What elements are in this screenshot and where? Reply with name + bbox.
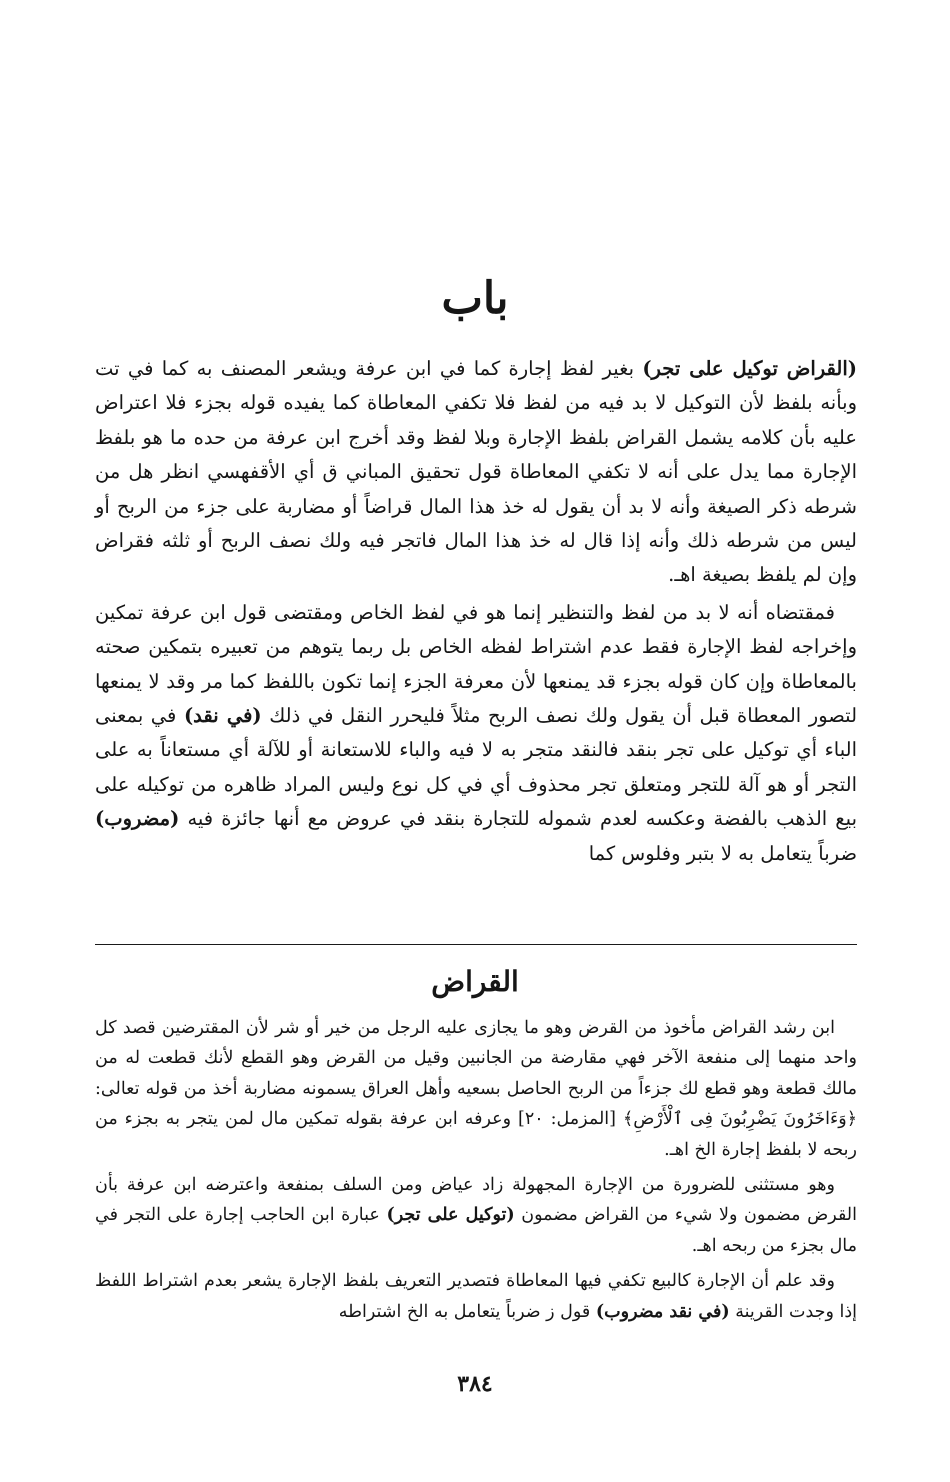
- commentary-text: فمقتضاه أنه لا بد من لفظ والتنظير إنما هو في لفظ الخاص ومقتضى قول ابن عرفة تمكين وإخراجه لفظ الإجارة فقط عدم اشتراط لفظه الخاص بل ربما يتوهم من تعبيره بتمكين صحته بالمعاطاة وإن كان قوله بجزء قد يمنعها لأن معرفة الجزء إنما تكون باللفظ كما مر وقد لا يمنعها لتصور المعطاة قبل أن يقول ولك نصف الربح مثلاً فليحرر النقل في ذلك: [95, 600, 858, 728]
- footnote-body: قول ز ضرباً يتعامل به الخ اشتراطه: [338, 1301, 596, 1322]
- footnote-paragraph-3: [95, 1266, 857, 1327]
- matn-quote: (في نقد): [183, 704, 262, 728]
- footnote-body: ابن رشد القراض مأخوذ من القرض وهو ما يجازى عليه الرجل من خير أو شر لأن المقترضين قصد كل واحد منهما إلى منفعة الآخر فهي مقارضة من الجانبين وقيل من القرض وهو القطع لأنك قطعت له من مالك قطعة وهو قطع لك جزءاً من الربح الحاصل بسعيه وأهل العراق يسمونه مضاربة أخذ من قوله تعالى:: [95, 1018, 857, 1099]
- main-text: [95, 352, 857, 871]
- footnote-divider: [95, 944, 857, 945]
- page-number: ٣٨٤: [457, 1371, 493, 1397]
- commentary-text: ضرباً يتعامل به لا بتبر وفلوس كما: [588, 841, 857, 865]
- footnote-body: عبارة ابن الحاجب إجارة على التجر في مال بجزء من ربحه اهـ.: [95, 1205, 857, 1256]
- main-paragraph-1: [95, 352, 857, 593]
- footnote-paragraph-2: [95, 1170, 857, 1261]
- chapter-title: باب: [441, 273, 509, 324]
- footnote-paragraph-1: [95, 1013, 857, 1165]
- matn-quote: (في نقد مضروب): [595, 1301, 730, 1322]
- commentary-text: في بمعنى الباء أي توكيل على تجر بنقد فالنقد متجر به لا فيه والباء للاستعانة أو للآلة أي مستعاناً به على التجر أو هو آلة للتجر ومتعلق تجر محذوف أي في كل نوع وليس المراد ظاهره من توكيله على بيع الذهب بالفضة وعكسه لعدم شموله للتجارة بنقد في عروض مع أنها جائزة فيه: [95, 704, 857, 831]
- footnote-body: وقد علم أن الإجارة كالبيع تكفي فيها المعاطاة فتصدير التعريف بلفظ الإجارة يشعر بعدم اشتراط اللفظ إذا وجدت القرينة: [95, 1271, 857, 1322]
- matn-quote: (مضروب): [95, 807, 180, 831]
- footnote-body: وهو مستثنى للضرورة من الإجارة المجهولة زاد عياض ومن السلف بمنفعة واعترضه ابن عرفة بأن القرض مضمون ولا شيء من القراض مضمون: [95, 1175, 857, 1226]
- commentary-text: بغير لفظ إجارة كما في ابن عرفة ويشعر المصنف به كما في تت وبأنه بلفظ لأن التوكيل لا بد فيه من لفظ فلا تكفي المعاطاة كما يفيده قوله بجزء فلا اعتراض عليه بأن كلامه يشمل القراض بلفظ الإجارة وبلا لفظ وقد أخرج ابن عرفة من حده ما هو بلفظ الإجارة مما يدل على أنه لا تكفي المعاطاة قول تحقيق المباني ق أي الأقفهسي انظر هل من شرطه ذكر الصيغة وأنه لا بد أن يقول له خذ هذا المال قراضاً أو مضاربة على جزء من الربح أو ليس من شرطه ذلك وأنه إذا قال له خذ هذا المال فاتجر فيه ولك نصف الربح أو ثلثه فقراض وإن لم يلفظ بصيغة اهـ.: [95, 357, 857, 587]
- footnote-body: وعرفه ابن عرفة بقوله تمكين مال لمن يتجر به بجزء من ربحه لا بلفظ إجارة الخ اهـ.: [95, 1109, 857, 1160]
- main-paragraph-2: [95, 596, 857, 871]
- verse-citation: [المزمل: ٢٠]: [511, 1109, 623, 1130]
- quran-verse: ﴿وَءَاخَرُونَ يَضْرِبُونَ فِى ٱلْأَرْضِ﴾: [622, 1109, 857, 1130]
- matn-quote: (القراض توكيل على تجر): [642, 357, 857, 380]
- footnote-text: [95, 1013, 857, 1327]
- section-title: القراض: [431, 965, 519, 998]
- matn-quote: (توكيل على تجر): [386, 1205, 515, 1226]
